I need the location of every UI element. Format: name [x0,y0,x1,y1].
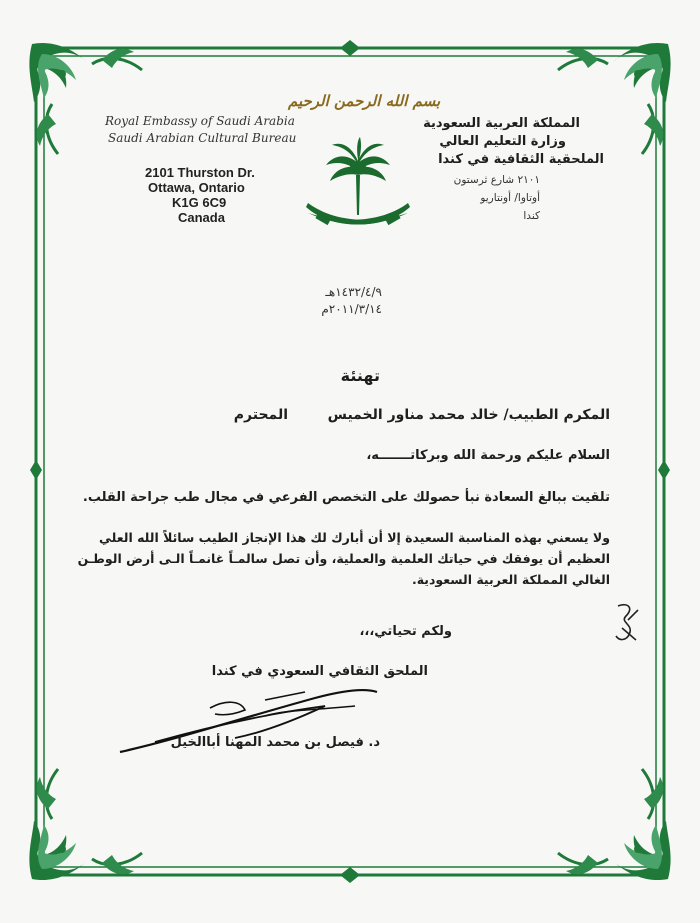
kingdom-name-ar: المملكة العربية السعودية [423,116,580,131]
bureau-name-en: Saudi Arabian Cultural Bureau [108,131,297,145]
address-en-line1: 2101 Thurston Dr. [145,165,255,180]
date-hijri: ١٤٣٢/٤/٩هـ [325,285,382,299]
paragraph-2-line2: العظيم أن يوفقك في حياتك العلمية والعملية، وأن تصل سالمـاً غانمـاً الـى أرض الوطـن [77,551,610,566]
paragraph-2-line3: الغالي المملكة العربية السعودية. [411,572,610,587]
closing: ولكم تحياتي،،، [359,624,452,639]
paragraph-2-line1: ولا يسعني بهذه المناسبة السعيدة إلا أن أبارك لك هذا الإنجاز الطيب سائلاً الله العلي [98,530,610,545]
signer-title: الملحق الثقافي السعودي في كندا [211,664,428,679]
paragraph-1: تلقيت ببالغ السعادة نبأ حصولك على التخصص الفرعي في مجال طب جراحة القلب. [82,490,610,505]
address-ar-line3: كندا [523,210,540,222]
address-ar-line1: ٢١٠١ شارع ثرستون [453,174,540,186]
initial-mark-icon [612,600,642,645]
address-en-line4: Canada [178,210,225,225]
letter-title: تهنئة [340,366,380,385]
recipient-line: المكرم الطبيب/ خالد محمد مناور الخميس [327,407,610,423]
address-en-line3: K1G 6C9 [172,195,227,210]
honorific: المحترم [233,407,288,423]
embassy-name-en: Royal Embassy of Saudi Arabia [105,114,295,128]
saudi-emblem-icon [298,135,418,240]
ministry-name-ar: وزارة التعليم العالي [439,134,566,149]
address-en-line2: Ottawa, Ontario [148,180,245,195]
basmala: بسم الله الرحمن الرحيم [288,92,441,110]
greeting: السلام عليكم ورحمة الله وبركاتـــــــه، [366,448,610,463]
address-ar-line2: أوتاوا/ أونتاريو [480,192,540,204]
bureau-name-ar: الملحقية الثقافية في كندا [438,152,604,167]
date-gregorian: ٢٠١١/٣/١٤م [321,302,382,316]
signer-name: د. فيصل بن محمد المهنا أباالخيل [170,735,380,750]
